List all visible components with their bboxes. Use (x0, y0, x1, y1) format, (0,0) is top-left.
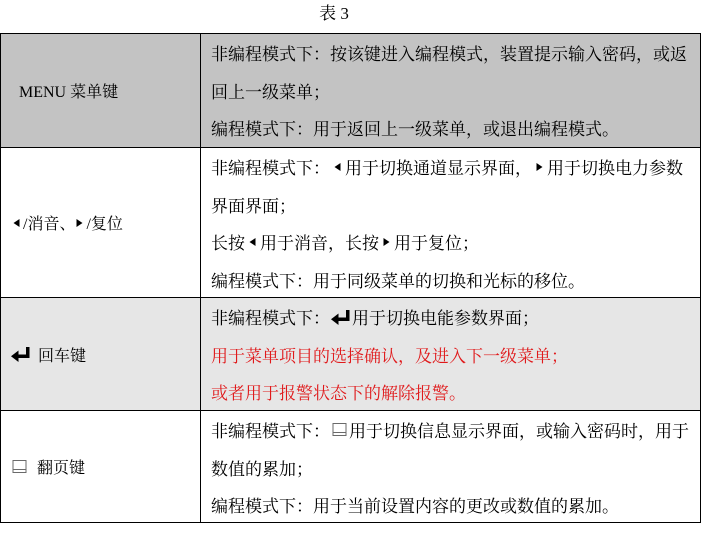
mute-key-label: /消音、 (23, 216, 76, 233)
table-row-enter-key (1, 298, 700, 411)
reset-key-label: /复位 (86, 216, 123, 233)
desc-line (211, 261, 700, 299)
desc-text: 用于切换信息显示界面，或输入密码时，用于 (349, 422, 689, 442)
desc-line (211, 411, 700, 449)
key-cell-enter (1, 298, 201, 410)
right-triangle-icon (536, 162, 543, 172)
desc-text: 用于切换电力参数 (547, 159, 683, 179)
desc-cell-mute-reset (201, 148, 700, 297)
desc-line (211, 298, 700, 336)
desc-line (211, 186, 700, 224)
desc-text: 界面界面； (211, 196, 296, 216)
table-row-page-key (1, 411, 700, 523)
desc-line (211, 72, 700, 110)
page-key-label: 翻页键 (37, 460, 86, 477)
key-cell-menu (1, 34, 201, 147)
desc-text: 非编程模式下：按该键进入编程模式，装置提示输入密码，或返 (211, 45, 687, 65)
desc-text: 编程模式下：用于返回上一级菜单，或退出编程模式。 (211, 120, 619, 140)
desc-text: 非编程模式下： (211, 309, 330, 329)
page-icon (332, 422, 347, 437)
desc-text: 或者用于报警状态下的解除报警。 (211, 384, 466, 404)
desc-line (211, 148, 700, 186)
desc-text: 长按 (211, 234, 245, 254)
desc-text: 非编程模式下： (211, 159, 330, 179)
desc-cell-menu (201, 34, 700, 147)
desc-text: 用于切换通道显示界面， (345, 159, 532, 179)
right-triangle-icon (76, 218, 83, 228)
table-row-menu-key (1, 34, 700, 148)
desc-line-highlight (211, 373, 700, 411)
left-triangle-icon (13, 218, 20, 228)
key-cell-mute-reset (1, 148, 201, 297)
desc-text: 回上一级菜单； (211, 82, 330, 102)
enter-key-label: 回车键 (38, 347, 87, 365)
desc-line (211, 449, 700, 487)
desc-text: 用于菜单项目的选择确认，及进入下一级菜单； (211, 346, 568, 366)
table-caption: 表 3 (319, 4, 349, 23)
desc-cell-enter (201, 298, 700, 410)
left-triangle-icon (334, 162, 341, 172)
menu-key-label: MENU 菜单键 (19, 84, 119, 101)
page-icon (12, 459, 27, 474)
key-cell-page (1, 411, 201, 522)
desc-text: 用于切换电能参数界面； (352, 309, 539, 329)
desc-text: 数值的累加； (211, 459, 313, 479)
desc-line (211, 486, 700, 524)
desc-text: 用于消音，长按 (260, 234, 379, 254)
desc-text: 编程模式下：用于当前设置内容的更改或数值的累加。 (211, 497, 619, 517)
desc-cell-page (201, 411, 700, 522)
desc-line (211, 34, 700, 72)
desc-text: 用于复位； (394, 234, 479, 254)
enter-icon (11, 346, 31, 362)
table-row-mute-reset-key (1, 148, 700, 298)
key-function-table (0, 33, 701, 523)
right-triangle-icon (383, 237, 390, 247)
desc-text: 非编程模式下： (211, 422, 330, 442)
desc-line (211, 109, 700, 147)
desc-text: 编程模式下：用于同级菜单的切换和光标的移位。 (211, 271, 585, 291)
desc-line-highlight (211, 336, 700, 374)
left-triangle-icon (249, 237, 256, 247)
enter-icon (331, 309, 351, 325)
desc-line (211, 223, 700, 261)
